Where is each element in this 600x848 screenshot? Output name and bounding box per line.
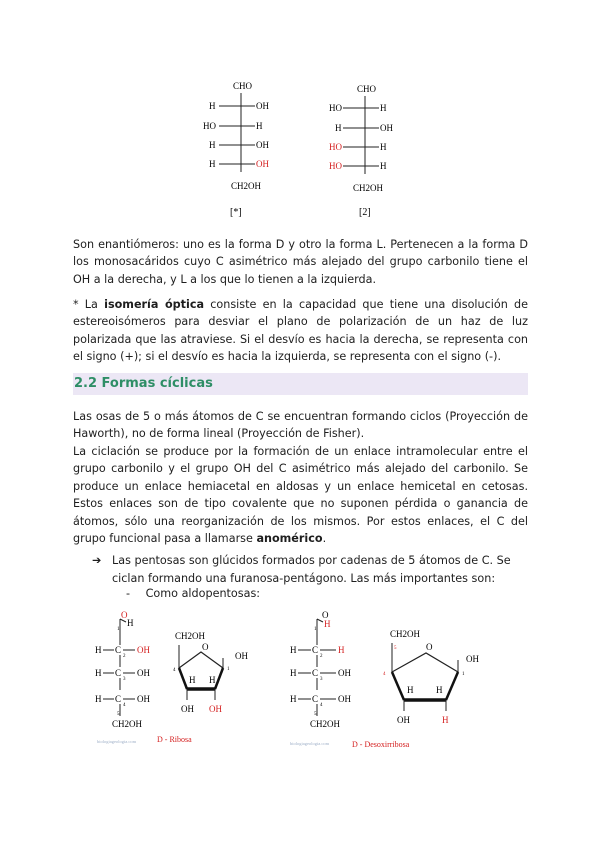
desoxirribosa-figure: [280, 605, 495, 755]
desoxi-bottom: CH2OH: [310, 719, 341, 729]
desoxi-n2: 2: [320, 654, 323, 659]
fig1-bottom: CH2OH: [231, 181, 262, 191]
ciclacion-end: .: [322, 532, 327, 546]
fig2-r3-left: HO: [329, 142, 342, 152]
desoxi-r3-left: H: [290, 694, 297, 704]
ribosa-ring-h3: H: [189, 675, 196, 685]
desoxi-r1-right: H: [338, 645, 345, 655]
fig2-r1-right: H: [380, 103, 387, 113]
desoxi-r2-c: C: [312, 668, 319, 678]
fig1-top: CHO: [233, 81, 253, 91]
ribosa-watermark: biologiageologia.com: [97, 739, 137, 744]
desoxi-r2-right: OH: [338, 668, 351, 678]
fig2-r1-left: HO: [329, 103, 342, 113]
paragraph-enantiomers: [73, 236, 528, 288]
paragraph-osas: [73, 408, 528, 443]
ribosa-ring-oh-c1: OH: [235, 651, 248, 661]
ribosa-top-o: O: [121, 610, 128, 620]
paragraph-osas-text: Las osas de 5 o más átomos de C se encuentran formando ciclos (Proyección de Haworth), no de forma lineal (Proyección de Fisher).: [73, 410, 528, 441]
ribosa-ring-n1: 1: [227, 667, 230, 672]
desoxi-label: D - Desoxirribosa: [352, 740, 410, 749]
ribosa-r2-c: C: [115, 668, 122, 678]
ribosa-ring-h2: H: [209, 675, 216, 685]
fisher-fig2: [329, 84, 393, 218]
isomeria-prefix: * La: [73, 298, 105, 311]
ribosa-r2-left: H: [95, 668, 102, 678]
desoxi-ring-h2-bottom: H: [442, 715, 449, 725]
fig2-label: [2]: [359, 207, 371, 218]
desoxi-n1: 1: [314, 627, 317, 632]
ribosa-r1-right: OH: [137, 645, 150, 655]
ribosa-r1-left: H: [95, 645, 102, 655]
ribosa-ring-o: O: [202, 642, 209, 652]
ribosa-n1: 1: [117, 627, 120, 632]
desoxi-ring-h3: H: [407, 685, 414, 695]
fig1-r3-right: OH: [256, 140, 269, 150]
paragraph-enantiomers-text: Son enantiómeros: uno es la forma D y otro la forma L. Pertenecen a la forma D los monosacáridos cuyo C asimétrico más alejado del grupo carbonilo tiene el OH a la derecha, y L a los que lo tienen a la izquierda.: [73, 238, 528, 286]
fig1-label: [*]: [230, 207, 242, 218]
desoxi-top-h: H: [324, 619, 331, 629]
dash-bullet: -: [126, 587, 131, 600]
ribosa-n3: 3: [123, 677, 126, 682]
ribosa-n2: 2: [123, 654, 126, 659]
paragraph-isomeria: [73, 296, 528, 366]
desoxi-watermark: biologiageologia.com: [290, 741, 330, 746]
desoxi-n3: 3: [320, 677, 323, 682]
section-heading-text: 2.2 Formas cíclicas: [74, 376, 213, 391]
ribosa-ring-oh3: OH: [181, 704, 194, 714]
ribosa-fisher: [95, 610, 150, 744]
desoxi-r1-left: H: [290, 645, 297, 655]
desoxi-r3-right: OH: [338, 694, 351, 704]
desoxi-ring-n4: 4: [383, 672, 386, 677]
bullet-pentosas-text: Las pentosas son glúcidos formados por cadenas de 5 átomos de C. Se ciclan formando una furanosa-pentágono. Las más importantes son:: [112, 554, 511, 585]
fig2-bottom: CH2OH: [353, 183, 384, 193]
desoxi-ring-o: O: [426, 642, 433, 652]
bullet-aldopentosas: [126, 587, 260, 600]
desoxi-fisher: [290, 610, 351, 746]
ciclacion-text: La ciclación se produce por la formación de un enlace intramolecular entre el grupo carbonilo y el grupo OH del C asimétrico más alejado del carbonilo. Se produce un enlace hemiacetal en aldosas y un enlace hemicetal en cetosas. Estos enlaces son de tipo covalente que no suponen pérdida o ganancia de átomos, sólo una reorganización de los mismos. Por estos enlaces, el C del grupo funcional pasa a llamarse: [73, 445, 528, 546]
fig1-r2-left: HO: [203, 121, 216, 131]
fig2-r4-left: HO: [329, 161, 342, 171]
fig2-r2-right: OH: [380, 123, 393, 133]
fig1-r1-right: OH: [256, 101, 269, 111]
fig1-r2-right: H: [256, 121, 263, 131]
ciclacion-bold: anomérico: [256, 532, 323, 546]
ribosa-label: D - Ribosa: [157, 735, 192, 744]
desoxi-ring-n1: 1: [462, 672, 465, 677]
desoxi-r1-c: C: [312, 645, 319, 655]
desoxi-n5: 5: [314, 712, 317, 717]
ribosa-ring-n4: 4: [173, 668, 176, 673]
ribosa-top-h: H: [127, 618, 134, 628]
fig1-r4-left: H: [209, 159, 216, 169]
ribosa-n4: 4: [123, 703, 126, 708]
ribosa-ring: [157, 631, 248, 744]
ribosa-r1-c: C: [115, 645, 122, 655]
ribosa-r2-right: OH: [137, 668, 150, 678]
ribosa-r3-right: OH: [137, 694, 150, 704]
fig1-r4-right: OH: [256, 159, 269, 169]
ribosa-bottom: CH2OH: [112, 719, 143, 729]
fig2-r2-left: H: [335, 123, 342, 133]
ribosa-ring-oh2: OH: [209, 704, 222, 714]
desoxi-r3-c: C: [312, 694, 319, 704]
desoxi-n4: 4: [320, 703, 323, 708]
desoxi-r2-left: H: [290, 668, 297, 678]
fig1-r3-left: H: [209, 140, 216, 150]
isomeria-rest: consiste en la capacidad que tiene una disolución de estereoisómeros para desviar el plano de polarización de un haz de luz polarizada que las atraviese. Si el desvío es hacia la derecha, se representa con el signo (+); si el desvío es hacia la izquierda, se representa con el signo (-).: [73, 298, 528, 364]
fig2-r3-right: H: [380, 142, 387, 152]
arrow-bullet-icon: ➔: [92, 554, 102, 567]
paragraph-ciclacion: [73, 443, 528, 547]
fig1-r1-left: H: [209, 101, 216, 111]
fisher-projections-figure: [195, 75, 415, 225]
desoxi-ring: [352, 629, 479, 749]
fisher-fig1: [203, 81, 269, 218]
desoxi-ring-h2: H: [436, 685, 443, 695]
desoxi-ring-oh-c1: OH: [466, 654, 479, 664]
ribosa-figure: [85, 605, 270, 755]
desoxi-top-o: O: [322, 610, 329, 620]
fig2-r4-right: H: [380, 161, 387, 171]
ribosa-r3-left: H: [95, 694, 102, 704]
ribosa-ring-ch2oh: CH2OH: [175, 631, 206, 641]
ribosa-r3-c: C: [115, 694, 122, 704]
desoxi-ring-ch2oh: CH2OH: [390, 629, 421, 639]
bullet-aldopentosas-text: Como aldopentosas:: [145, 587, 261, 600]
desoxi-ring-oh3: OH: [397, 715, 410, 725]
section-heading: [73, 373, 528, 395]
ribosa-n5: 5: [117, 712, 120, 717]
isomeria-bold: isomería óptica: [104, 298, 205, 311]
fig2-top: CHO: [357, 84, 377, 94]
desoxi-ring-n5: 5: [394, 646, 397, 651]
